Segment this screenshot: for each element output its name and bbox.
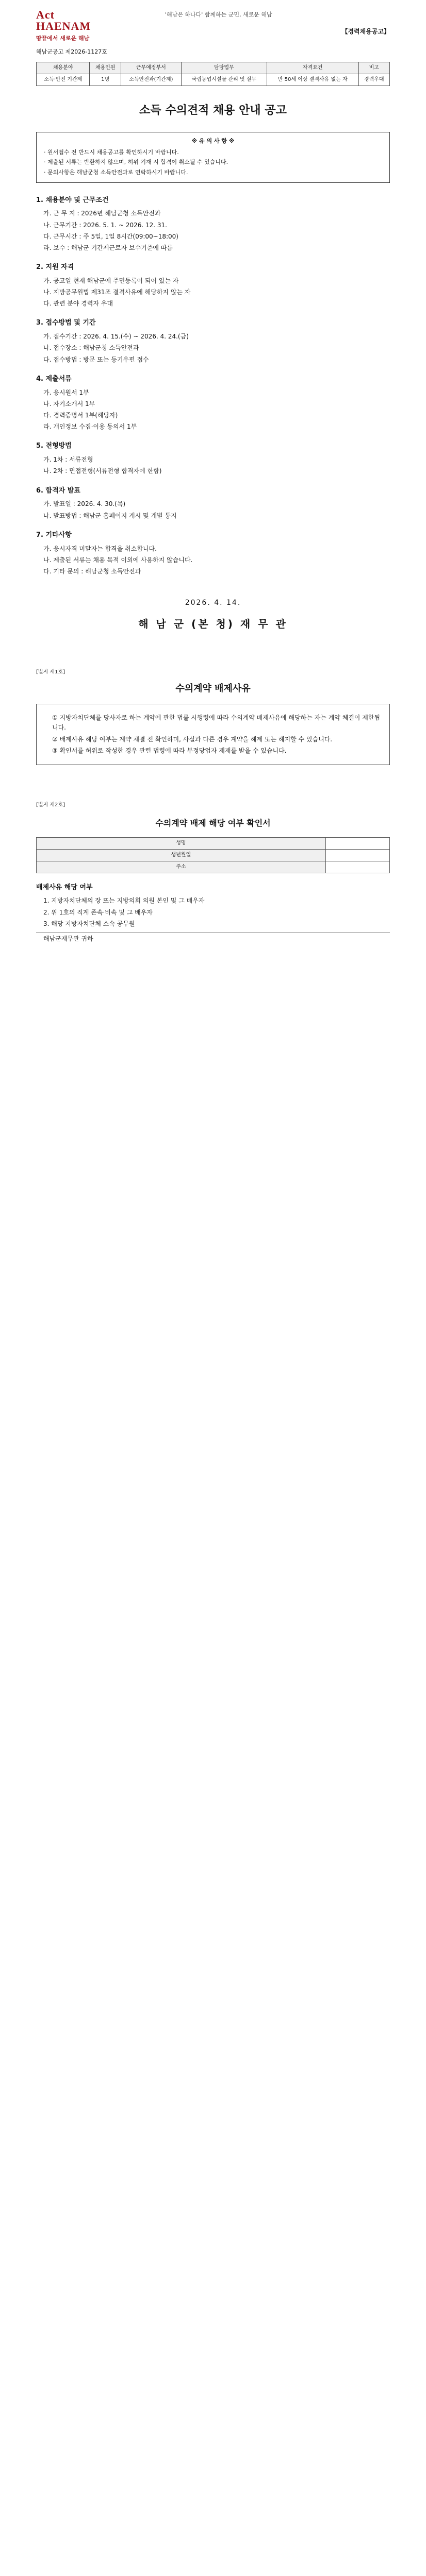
form2-footer: 해남군재무관 귀하: [43, 935, 93, 942]
form2-label: [별지 제2호]: [36, 802, 65, 808]
guide-box: [36, 132, 390, 182]
spacer: [36, 765, 390, 801]
table-cell: 소득안전과(기간제): [121, 74, 181, 86]
table-row: [37, 74, 390, 86]
table-row: [37, 837, 390, 849]
section-line: 나. 자기소개서 1부: [43, 400, 95, 408]
section-line: 가. 1차 : 서류전형: [43, 456, 93, 464]
form2-item: 1. 지방자치단체의 장 또는 지방의회 의원 본인 및 그 배우자: [43, 897, 205, 905]
guide-heading: ※ 유 의 사 항 ※: [191, 138, 235, 145]
section-title: 1. 채용분야 및 근무조건: [36, 196, 109, 204]
section-line: 가. 접수기간 : 2026. 4. 15.(수) ~ 2026. 4. 24.(금): [43, 333, 189, 341]
section-line: 다. 접수방법 : 방문 또는 등기우편 접수: [43, 355, 149, 363]
table-header: 채용분야: [37, 62, 90, 74]
notice-sheet: [0, 0, 426, 944]
section-title: 3. 접수방법 및 기간: [36, 319, 96, 327]
logo: [36, 9, 108, 43]
divider: [36, 932, 390, 933]
table-cell[interactable]: [325, 861, 389, 873]
section-title: 5. 전형방법: [36, 442, 72, 450]
form2-item: 3. 해당 지방자치단체 소속 공무원: [43, 920, 135, 927]
section-line: 다. 기타 문의 : 해남군청 소득안전과: [43, 567, 141, 575]
signer: 해 남 군 (본 청) 재 무 관: [138, 618, 288, 631]
section-line: 다. 근무시간 : 주 5일, 1일 8시간(09:00~18:00): [43, 232, 178, 240]
section-line: 나. 지방공무원법 제31조 결격사유에 해당하지 않는 자: [43, 289, 191, 296]
form2: [36, 801, 390, 944]
section-line: 가. 발표일 : 2026. 4. 30.(목): [43, 500, 126, 508]
table-header-row: [37, 62, 390, 74]
form1-box: [36, 704, 390, 765]
guide-line: · 원서접수 전 반드시 채용공고를 확인하시기 바랍니다.: [44, 148, 179, 156]
table-header: 주소: [37, 861, 326, 873]
section-title: 6. 합격자 발표: [36, 486, 80, 495]
table-cell: 경력우대: [358, 74, 389, 86]
form1: [36, 668, 390, 765]
section-line: 나. 근무기간 : 2026. 5. 1. ~ 2026. 12. 31.: [43, 221, 167, 229]
guide-line: · 문의사항은 해남군청 소득안전과로 연락하시기 바랍니다.: [44, 168, 188, 176]
section-line: 라. 개인정보 수집·이용 동의서 1부: [43, 423, 137, 431]
table-header: 채용인원: [90, 62, 121, 74]
header: [36, 0, 390, 62]
positions-table: [36, 62, 390, 86]
form1-label: [별지 제1호]: [36, 669, 65, 675]
table-cell: 국립농업시설물 관리 및 실무: [181, 74, 267, 86]
form2-items-title: 배제사유 해당 여부: [36, 883, 93, 891]
form2-item: 2. 위 1호의 직계 존속·비속 및 그 배우자: [43, 908, 153, 916]
main-title: 소득 수의견적 채용 안내 공고: [139, 104, 287, 117]
table-header: 담당업무: [181, 62, 267, 74]
section-line: 다. 관련 분야 경력자 우대: [43, 300, 113, 308]
page: [0, 0, 426, 944]
table-header: 근무예정부서: [121, 62, 181, 74]
table-cell[interactable]: [325, 849, 389, 861]
section-line: 가. 응시자격 미달자는 합격을 취소합니다.: [43, 545, 157, 552]
form1-title: 수의계약 배제사유: [175, 683, 251, 694]
section-line: 가. 응시원서 1부: [43, 388, 89, 396]
table-header: 자격요건: [267, 62, 358, 74]
logo-text: Act HAENAM: [36, 8, 91, 32]
section-line: 나. 제출된 서류는 채용 목적 이외에 사용하지 않습니다.: [43, 556, 193, 564]
notice-type: 【경력채용공고】: [341, 28, 390, 35]
section-title: 7. 기타사항: [36, 531, 72, 539]
table-header: 성명: [37, 837, 326, 849]
form2-title: 수의계약 배제 해당 여부 확인서: [155, 818, 271, 828]
table-row: [37, 849, 390, 861]
form1-line: ① 지방자치단체를 당사자로 하는 계약에 관한 법률 시행령에 따라 수의계약 배제사유에 해당하는 자는 계약 체결이 제한됩니다.: [52, 714, 380, 732]
spacer: [36, 632, 390, 668]
form2-table: [36, 837, 390, 873]
section-line: 가. 근 무 지 : 2026년 해남군청 소득안전과: [43, 210, 161, 217]
logo-subtext: 땅끝에서 새로운 해남: [36, 35, 90, 42]
guide-line: · 제출된 서류는 반환하지 않으며, 허위 기재 시 합격이 취소될 수 있습니다.: [44, 159, 228, 166]
sections: [36, 195, 390, 577]
section-line: 나. 발표방법 : 해남군 홈페이지 게시 및 개별 통지: [43, 512, 177, 519]
section-line: 가. 공고일 현재 해남군에 주민등록이 되어 있는 자: [43, 277, 179, 284]
table-cell[interactable]: [325, 837, 389, 849]
table-cell: 소득·안전 기간제: [37, 74, 90, 86]
issue-date: 2026. 4. 14.: [185, 599, 241, 607]
announcement-number: 해남군공고 제2026-1127호: [36, 48, 107, 55]
table-row: [37, 861, 390, 873]
table-header: 생년월일: [37, 849, 326, 861]
section-line: 나. 접수장소 : 해남군청 소득안전과: [43, 344, 139, 352]
table-cell: 1명: [90, 74, 121, 86]
section-title: 2. 지원 자격: [36, 263, 74, 272]
section-line: 다. 경력증명서 1부(해당자): [43, 412, 118, 419]
section-line: 라. 보수 : 해남군 기간제근로자 보수기준에 따름: [43, 244, 173, 251]
section-title: 4. 제출서류: [36, 375, 72, 383]
table-cell: 만 50세 이상 결격사유 없는 자: [267, 74, 358, 86]
table-header: 비고: [358, 62, 389, 74]
form1-line: ② 배제사유 해당 여부는 계약 체결 전 확인하며, 사실과 다른 경우 계약을 해제 또는 해지할 수 있습니다.: [52, 735, 333, 743]
form1-line: ③ 확인서를 허위로 작성한 경우 관련 법령에 따라 부정당업자 제재를 받을 수 있습니다.: [52, 747, 287, 754]
slogan: '해남은 하나다' 함께하는 군민, 새로운 해남: [165, 11, 272, 18]
section-line: 나. 2차 : 면접전형(서류전형 합격자에 한함): [43, 467, 162, 475]
